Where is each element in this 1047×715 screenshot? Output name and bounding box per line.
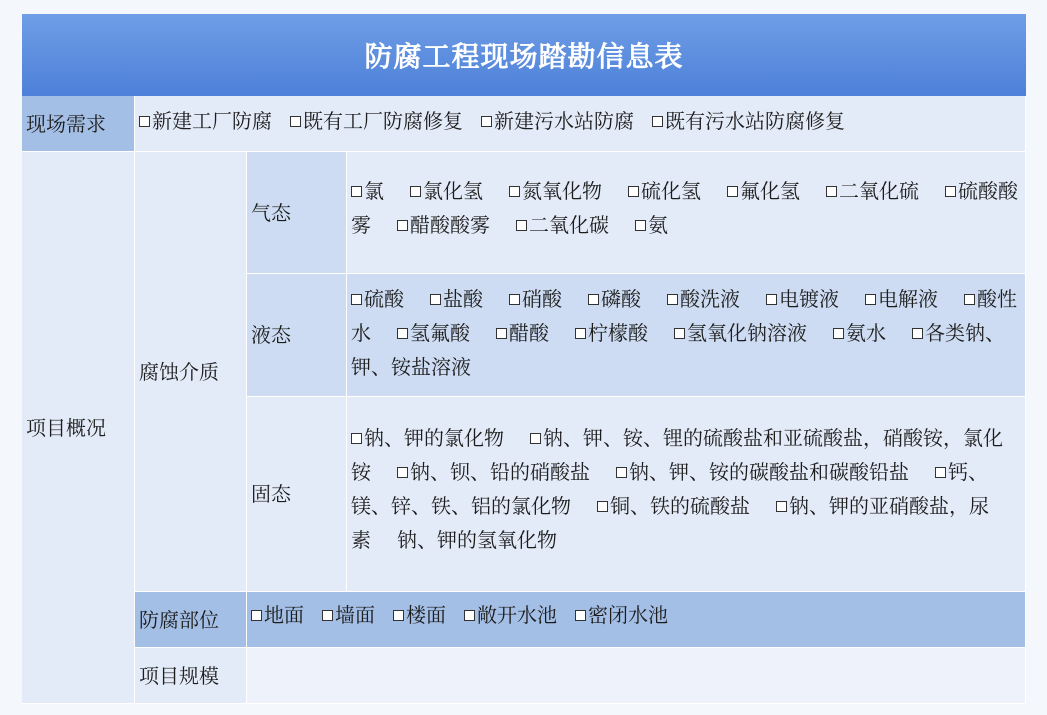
needs-option[interactable] xyxy=(652,104,845,138)
solid-option-label: 钠、钾、铵、锂的硫酸盐和亚硫酸盐，硝酸铵，氯化铵 xyxy=(351,426,1003,484)
parts-option[interactable] xyxy=(322,598,375,632)
liquid-option[interactable] xyxy=(397,321,470,345)
needs-option-label: 新建工厂防腐 xyxy=(152,109,272,133)
solid-option-label: 钠、钾的氯化物 xyxy=(364,426,504,450)
solid-option-label: 铜、铁的硫酸盐 xyxy=(610,494,750,518)
checkbox-icon[interactable] xyxy=(397,220,408,231)
checkbox-icon[interactable] xyxy=(588,294,599,305)
liquid-options xyxy=(347,274,1026,397)
gas-option-label: 醋酸酸雾 xyxy=(410,213,490,237)
parts-option-label: 敞开水池 xyxy=(477,603,557,627)
liquid-option-label: 各类钠、钾、铵盐溶液 xyxy=(351,321,1005,379)
solid-option[interactable] xyxy=(597,494,750,518)
liquid-option[interactable] xyxy=(588,287,641,311)
scale-value[interactable] xyxy=(247,648,1026,704)
media-label: 腐蚀介质 xyxy=(135,152,247,592)
checkbox-icon[interactable] xyxy=(912,328,923,339)
parts-options xyxy=(247,592,1026,648)
gas-option[interactable] xyxy=(635,213,668,237)
liquid-option[interactable] xyxy=(766,287,839,311)
checkbox-icon[interactable] xyxy=(766,294,777,305)
liquid-option-label: 硫酸 xyxy=(364,287,404,311)
liquid-option-label: 氢氟酸 xyxy=(410,321,470,345)
solid-option[interactable] xyxy=(616,460,909,484)
checkbox-icon[interactable] xyxy=(776,501,787,512)
liquid-option-label: 酸洗液 xyxy=(680,287,740,311)
liquid-option-label: 电镀液 xyxy=(779,287,839,311)
checkbox-icon[interactable] xyxy=(727,186,738,197)
gas-label: 气态 xyxy=(247,152,347,274)
liquid-option-label: 柠檬酸 xyxy=(588,321,648,345)
solid-option-label: 钠、钾的亚硝酸盐，尿素 xyxy=(351,494,989,552)
liquid-option-label: 氢氧化钠溶液 xyxy=(687,321,807,345)
checkbox-icon[interactable] xyxy=(833,328,844,339)
liquid-option-label: 醋酸 xyxy=(509,321,549,345)
solid-option-label: 钠、钾、铵的碳酸盐和碳酸铅盐 xyxy=(629,460,909,484)
table-title: 防腐工程现场踏勘信息表 xyxy=(22,14,1026,96)
checkbox-icon[interactable] xyxy=(597,501,608,512)
checkbox-icon[interactable] xyxy=(290,116,301,127)
gas-option-label: 氨 xyxy=(648,213,668,237)
parts-option[interactable] xyxy=(393,598,446,632)
liquid-option[interactable] xyxy=(351,287,404,311)
checkbox-icon[interactable] xyxy=(575,610,586,621)
checkbox-icon[interactable] xyxy=(393,610,404,621)
liquid-option[interactable] xyxy=(833,321,886,345)
checkbox-icon[interactable] xyxy=(410,186,421,197)
checkbox-icon[interactable] xyxy=(945,186,956,197)
checkbox-icon[interactable] xyxy=(397,328,408,339)
checkbox-icon[interactable] xyxy=(667,294,678,305)
needs-option-label: 既有工厂防腐修复 xyxy=(303,109,463,133)
liquid-option[interactable] xyxy=(865,287,938,311)
parts-option[interactable] xyxy=(251,598,304,632)
gas-option[interactable] xyxy=(351,179,384,203)
liquid-option-label: 电解液 xyxy=(878,287,938,311)
parts-option[interactable] xyxy=(464,598,557,632)
gas-option-label: 氯 xyxy=(364,179,384,203)
checkbox-icon[interactable] xyxy=(652,116,663,127)
checkbox-icon[interactable] xyxy=(635,220,646,231)
checkbox-icon[interactable] xyxy=(826,186,837,197)
checkbox-icon[interactable] xyxy=(575,328,586,339)
parts-option[interactable] xyxy=(575,598,668,632)
solid-options xyxy=(347,397,1026,592)
checkbox-icon[interactable] xyxy=(964,294,975,305)
checkbox-icon[interactable] xyxy=(397,467,408,478)
checkbox-icon[interactable] xyxy=(139,116,150,127)
parts-option-label: 墙面 xyxy=(335,603,375,627)
liquid-option[interactable] xyxy=(430,287,483,311)
checkbox-icon[interactable] xyxy=(351,433,362,444)
liquid-option[interactable] xyxy=(509,287,562,311)
needs-option-label: 既有污水站防腐修复 xyxy=(665,109,845,133)
gas-option[interactable] xyxy=(516,213,609,237)
checkbox-icon[interactable] xyxy=(935,467,946,478)
checkbox-icon[interactable] xyxy=(481,116,492,127)
liquid-option[interactable] xyxy=(667,287,740,311)
needs-options xyxy=(135,96,1026,152)
liquid-option-label: 盐酸 xyxy=(443,287,483,311)
liquid-label: 液态 xyxy=(247,274,347,397)
liquid-option-label: 硝酸 xyxy=(522,287,562,311)
parts-option-label: 地面 xyxy=(264,603,304,627)
checkbox-icon[interactable] xyxy=(322,610,333,621)
gas-option-label: 氮氧化物 xyxy=(522,179,602,203)
solid-label: 固态 xyxy=(247,397,347,592)
liquid-option[interactable] xyxy=(496,321,549,345)
needs-option[interactable] xyxy=(139,104,272,138)
checkbox-icon[interactable] xyxy=(674,328,685,339)
gas-option[interactable] xyxy=(727,179,800,203)
liquid-option-label: 磷酸 xyxy=(601,287,641,311)
checkbox-icon[interactable] xyxy=(464,610,475,621)
gas-option-label: 硫化氢 xyxy=(641,179,701,203)
gas-option[interactable] xyxy=(628,179,701,203)
gas-options xyxy=(347,152,1026,274)
gas-option-label: 二氧化碳 xyxy=(529,213,609,237)
gas-option-label: 硫酸酸雾 xyxy=(351,179,1018,237)
gas-option[interactable] xyxy=(397,213,490,237)
checkbox-icon[interactable] xyxy=(616,467,627,478)
gas-option-label: 二氧化硫 xyxy=(839,179,919,203)
checkbox-icon[interactable] xyxy=(628,186,639,197)
parts-option-label: 楼面 xyxy=(406,603,446,627)
solid-option[interactable] xyxy=(351,426,504,450)
solid-option-label: 钠、钡、铅的硝酸盐 xyxy=(410,460,590,484)
parts-label: 防腐部位 xyxy=(135,592,247,648)
solid-extra-label: 钠、钾的氢氧化物 xyxy=(397,528,557,552)
survey-table xyxy=(22,14,1026,704)
liquid-option[interactable] xyxy=(674,321,807,345)
checkbox-icon[interactable] xyxy=(509,294,520,305)
checkbox-icon[interactable] xyxy=(351,294,362,305)
needs-option[interactable] xyxy=(481,104,634,138)
checkbox-icon[interactable] xyxy=(530,433,541,444)
gas-option[interactable] xyxy=(826,179,919,203)
checkbox-icon[interactable] xyxy=(351,186,362,197)
liquid-option-label: 氨水 xyxy=(846,321,886,345)
checkbox-icon[interactable] xyxy=(251,610,262,621)
needs-option[interactable] xyxy=(290,104,463,138)
checkbox-icon[interactable] xyxy=(430,294,441,305)
scale-label: 项目规模 xyxy=(135,648,247,704)
checkbox-icon[interactable] xyxy=(865,294,876,305)
solid-option-label: 钙、镁、锌、铁、铝的氯化物 xyxy=(351,460,988,518)
gas-option[interactable] xyxy=(509,179,602,203)
needs-label: 现场需求 xyxy=(22,96,135,152)
needs-option-label: 新建污水站防腐 xyxy=(494,109,634,133)
overview-label: 项目概况 xyxy=(22,152,135,704)
checkbox-icon[interactable] xyxy=(516,220,527,231)
liquid-option[interactable] xyxy=(575,321,648,345)
checkbox-icon[interactable] xyxy=(509,186,520,197)
gas-option-label: 氟化氢 xyxy=(740,179,800,203)
gas-option[interactable] xyxy=(410,179,483,203)
parts-option-label: 密闭水池 xyxy=(588,603,668,627)
gas-option-label: 氯化氢 xyxy=(423,179,483,203)
solid-option[interactable] xyxy=(397,460,590,484)
liquid-option-label: 酸性水 xyxy=(351,287,1017,345)
checkbox-icon[interactable] xyxy=(496,328,507,339)
